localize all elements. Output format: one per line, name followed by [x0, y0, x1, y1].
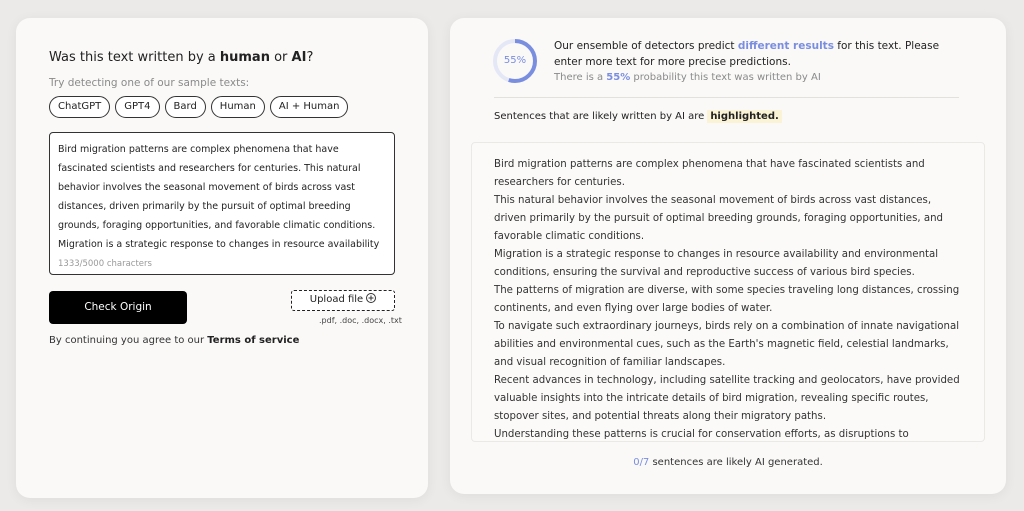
analyzed-text [494, 156, 960, 442]
different-results-text: different results [737, 40, 834, 52]
sentence: The patterns of migration are diverse, with some species traveling long distances, crossing continents, and even flying over large bodies of water. [494, 285, 960, 314]
ring-percentage: 55% [503, 55, 527, 66]
ai-sentence-count: 0/7 sentences are likely AI generated. [633, 457, 823, 468]
ai-count-value: 0/7 [633, 457, 650, 468]
sample-chip-gpt4[interactable]: GPT4 [115, 96, 159, 118]
human-word: human [219, 50, 270, 65]
character-count: 1333/5000 characters [58, 259, 152, 269]
sentence: Bird migration patterns are complex phenomena that have fascinated scientists and researchers for centuries. [494, 159, 925, 188]
analyzed-text-box[interactable] [471, 142, 985, 442]
sample-chip-bard[interactable]: Bard [165, 96, 206, 118]
result-headline: Our ensemble of detectors predict different results for this text. Please enter more text for more precise predictions. [554, 40, 940, 68]
ai-word: AI [291, 50, 307, 65]
probability-ring [492, 38, 538, 84]
upload-file-button[interactable] [291, 290, 395, 311]
probability-text: There is a 55% probability this text was written by AI [554, 72, 821, 83]
sample-chip-human[interactable]: Human [211, 96, 265, 118]
question-heading: Was this text written by a human or AI? [49, 50, 314, 65]
highlighted-sample: highlighted. [707, 110, 781, 123]
highlight-legend: Sentences that are likely written by AI are highlighted. [494, 111, 782, 122]
sample-chip-chatgpt[interactable]: ChatGPT [49, 96, 110, 118]
sentence: Migration is a strategic response to changes in resource availability and environmental conditions, ensuring the survival and reproductive success of various bird species. [494, 249, 939, 278]
accepted-file-types: .pdf, .doc, .docx, .txt [319, 316, 402, 325]
check-origin-button[interactable]: Check Origin [49, 291, 187, 324]
sentence: Recent advances in technology, including satellite tracking and geolocators, have provided valuable insights into the intricate details of bird migration, revealing specific routes, stopover sites, and potential threats along their migratory paths. [494, 375, 960, 422]
sentence: This natural behavior involves the seasonal movement of birds across vast distances, driven primarily by the pursuit of optimal breeding grounds, foraging opportunities, and favorable climatic conditions. [494, 195, 944, 242]
upload-file-label: Upload file [309, 294, 364, 305]
sentence: Understanding these patterns is crucial for conservation efforts, as disruptions to [494, 429, 909, 440]
divider [494, 97, 959, 98]
sample-chips [49, 96, 348, 118]
input-panel [16, 18, 428, 498]
text-input-content[interactable]: Bird migration patterns are complex phenomena that have fascinated scientists and researchers for centuries. This natural behavior involves the seasonal movement of birds across vast distances, driven primarily by the pursuit of optimal breeding grounds, foraging opportunities, and favorable climatic conditions. Migration is a strategic response to changes in resource availability [58, 144, 380, 250]
terms-of-service-link[interactable]: Terms of service [207, 335, 300, 346]
probability-value: 55% [606, 72, 631, 83]
text-input[interactable] [49, 132, 395, 275]
sentence: To navigate such extraordinary journeys, birds rely on a combination of innate navigational abilities and environmental cues, such as the Earth's magnetic field, celestial landmarks, and visual recognition of familiar landscapes. [494, 321, 960, 368]
sample-chip-ai-human[interactable]: AI + Human [270, 96, 349, 118]
terms-notice: By continuing you agree to our Terms of service [49, 335, 300, 346]
result-panel [450, 18, 1006, 494]
plus-circle-icon [366, 293, 376, 303]
sample-texts-label: Try detecting one of our sample texts: [49, 77, 250, 89]
